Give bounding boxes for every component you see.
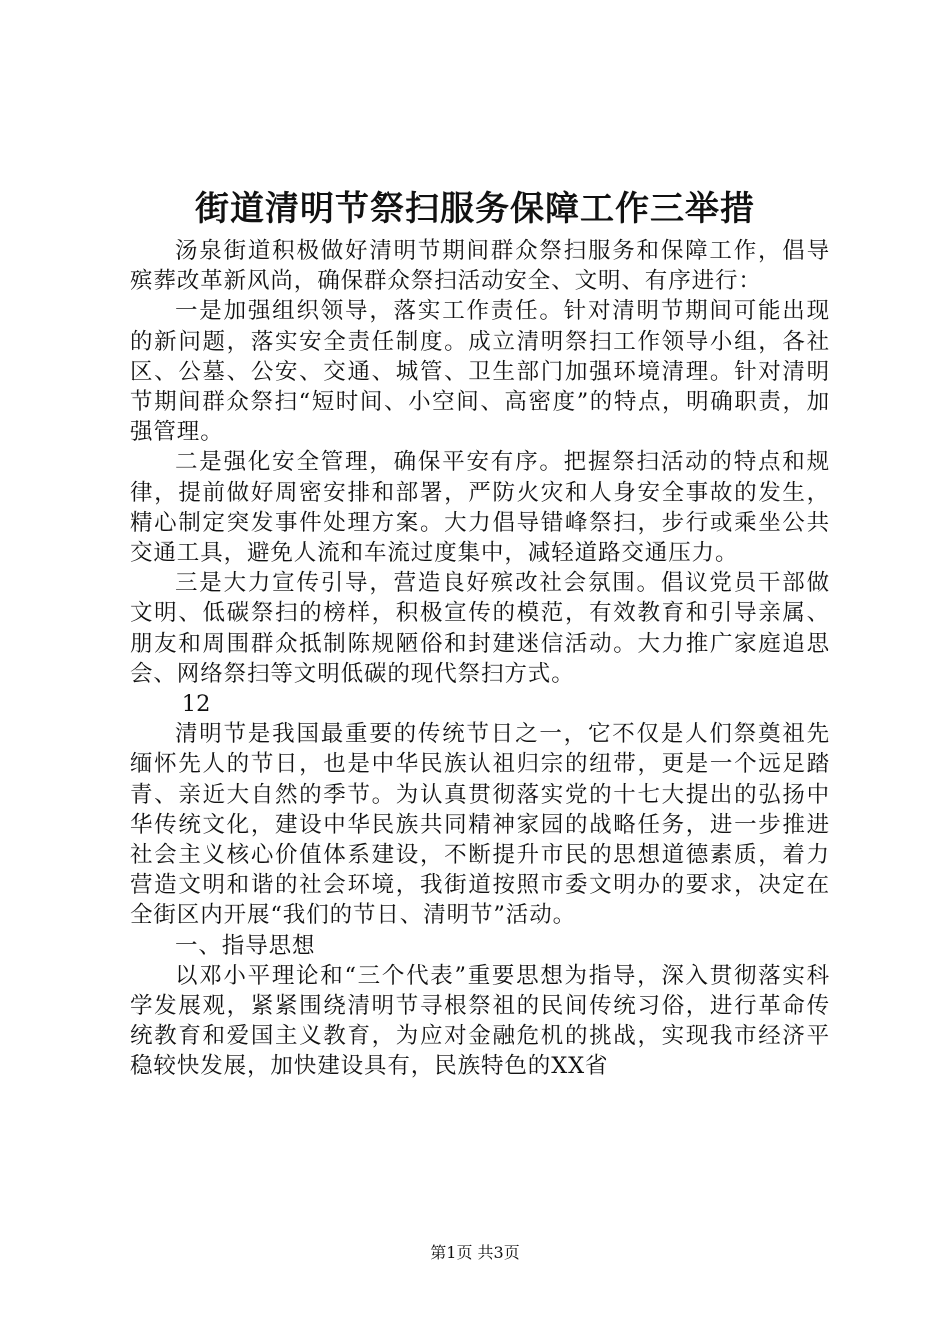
guiding-ideology-paragraph: 以邓小平理论和“三个代表”重要思想为指导，深入贯彻落实科学发展观，紧紧围绕清明节寻根祭祖的民间传统习俗，进行革命传统教育和爱国主义教育，为应对金融危机的挑战，实现我市经济平稳较快发展，加快建设具有，民族特色的XX省 <box>130 962 830 1080</box>
page-number-footer: 第1页 共3页 <box>430 1243 520 1262</box>
measure-two-paragraph: 二是强化安全管理，确保平安有序。把握祭扫活动的特点和规律，提前做好周密安排和部署，严防火灾和人身安全事故的发生，精心制定突发事件处理方案。大力倡导错峰祭扫，步行或乘坐公共交通工具，避免人流和车流过度集中，减轻道路交通压力。 <box>130 449 830 567</box>
measure-three-paragraph: 三是大力宣传引导，营造良好殡改社会氛围。倡议党员干部做文明、低碳祭扫的榜样，积极宣传的模范，有效教育和引导亲属、朋友和周围群众抵制陈规陋俗和封建迷信活动。大力推广家庭追思会、网络祭扫等文明低碳的现代祭扫方式。 <box>130 570 830 687</box>
section-number: 12 <box>181 691 211 718</box>
section-heading-guiding-ideology: 一、指导思想 <box>175 932 316 959</box>
document-body <box>130 236 830 1082</box>
measure-one-paragraph: 一是加强组织领导，落实工作责任。针对清明节期间可能出现的新问题，落实安全责任制度。成立清明祭扫工作领导小组，各社区、公墓、公安、交通、城管、卫生部门加强环境清理。针对清明节期间群众祭扫“短时间、小空间、高密度”的特点，明确职责，加强管理。 <box>130 298 830 446</box>
intro-paragraph: 汤泉街道积极做好清明节期间群众祭扫服务和保障工作，倡导殡葬改革新风尚，确保群众祭扫活动安全、文明、有序进行： <box>130 238 830 295</box>
qingming-intro-paragraph: 清明节是我国最重要的传统节日之一，它不仅是人们祭奠祖先缅怀先人的节日，也是中华民族认祖归宗的纽带，更是一个远足踏青、亲近大自然的季节。为认真贯彻落实党的十七大提出的弘扬中华传统文化，建设中华民族共同精神家园的战略任务，进一步推进社会主义核心价值体系建设，不断提升市民的思想道德素质，着力营造文明和谐的社会环境，我街道按照市委文明办的要求，决定在全街区内开展“我们的节日、清明节”活动。 <box>130 721 830 929</box>
document-title: 街道清明节祭扫服务保障工作三举措 <box>195 189 755 229</box>
